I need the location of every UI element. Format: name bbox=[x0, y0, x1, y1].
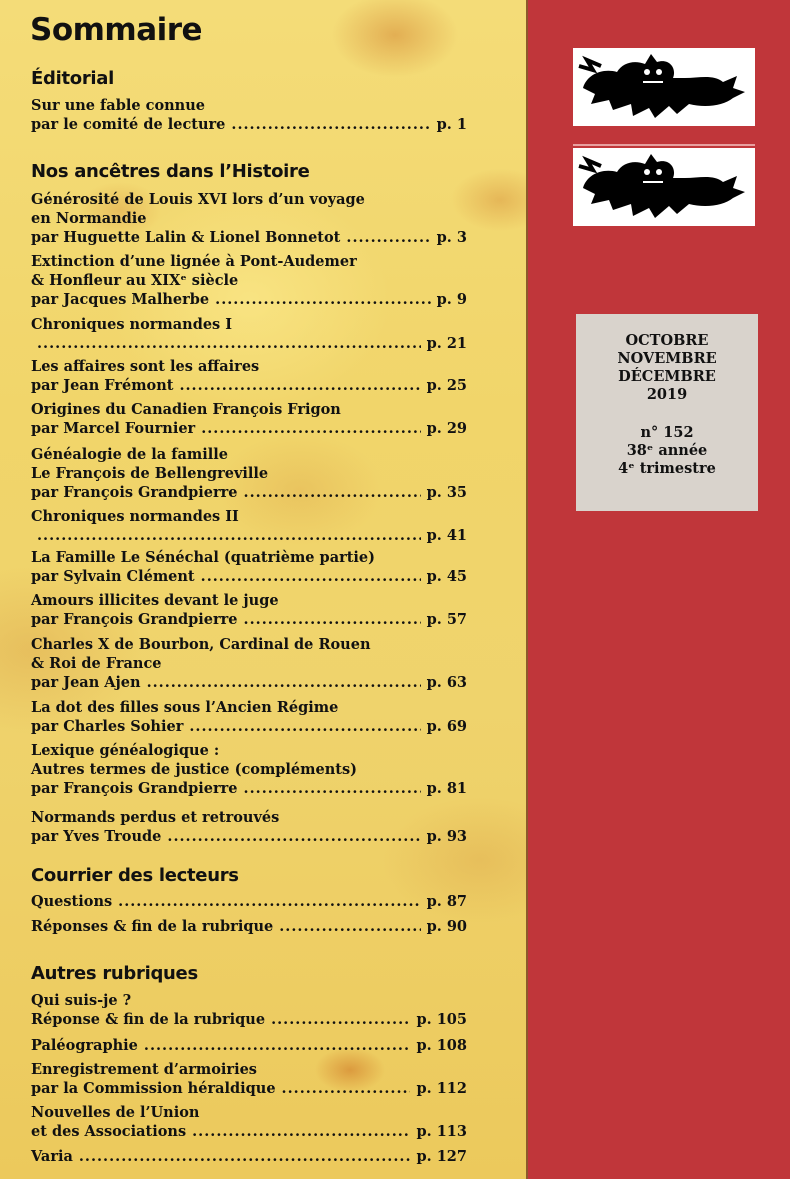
page-number: p. 57 bbox=[426, 611, 467, 628]
dot-leader bbox=[147, 673, 421, 692]
entry-author: Réponse & fin de la rubrique bbox=[31, 1011, 266, 1028]
normandy-flag-icon bbox=[573, 148, 755, 226]
toc-entry-row bbox=[31, 892, 467, 911]
entry-author: par Jean Frémont bbox=[31, 377, 174, 394]
entry-title-line: Extinction d’une lignée à Pont-Audemer bbox=[31, 253, 357, 270]
entry-title-line: Chroniques normandes I bbox=[31, 316, 233, 333]
entry-title-line: Nouvelles de l’Union bbox=[31, 1104, 200, 1121]
year-label: 2019 bbox=[646, 386, 688, 403]
entry-title-line: Générosité de Louis XVI lors d’un voyage bbox=[31, 191, 365, 208]
dot-leader bbox=[144, 1036, 411, 1055]
dot-leader bbox=[201, 419, 420, 438]
entry-author: par Jean Ajen bbox=[31, 674, 141, 691]
issue-number: n° 152 bbox=[640, 424, 694, 441]
page-number: p. 113 bbox=[416, 1123, 467, 1140]
entry-title-line: Enregistrement d’armoiries bbox=[31, 1061, 257, 1078]
entry-title-line: & Honfleur au XIXᵉ siècle bbox=[31, 272, 239, 289]
entry-author: par Huguette Lalin & Lionel Bonnetot bbox=[31, 229, 341, 246]
entry-title-line: La dot des filles sous l’Ancien Régime bbox=[31, 699, 339, 716]
month-label: NOVEMBRE bbox=[617, 350, 717, 367]
page-number: p. 21 bbox=[426, 335, 467, 352]
quarter-label: 4ᵉ trimestre bbox=[618, 460, 716, 477]
toc-entry-row bbox=[31, 483, 467, 502]
dot-leader bbox=[118, 892, 420, 911]
page-number: p. 3 bbox=[436, 229, 467, 246]
toc-entry-row bbox=[31, 1079, 467, 1098]
year-count: 38ᵉ année bbox=[626, 442, 708, 459]
toc-entry-row bbox=[31, 567, 467, 586]
entry-author: par Sylvain Clément bbox=[31, 568, 195, 585]
entry-title-line: Lexique généalogique : bbox=[31, 742, 220, 759]
entry-author: par Charles Sohier bbox=[31, 718, 184, 735]
page-number: p. 25 bbox=[426, 377, 467, 394]
toc-entry-row bbox=[31, 526, 467, 545]
page-number: p. 81 bbox=[426, 780, 467, 797]
flag-divider bbox=[573, 144, 755, 146]
page-number: p. 105 bbox=[416, 1011, 467, 1028]
page-number: p. 29 bbox=[426, 420, 467, 437]
toc-entry-row bbox=[31, 827, 467, 846]
section-heading: Autres rubriques bbox=[31, 963, 198, 984]
page-title: Sommaire bbox=[30, 12, 203, 48]
dot-leader bbox=[189, 717, 420, 736]
entry-title-line: Chroniques normandes II bbox=[31, 508, 239, 525]
dot-leader bbox=[179, 376, 420, 395]
dot-leader bbox=[231, 115, 430, 134]
entry-author: par la Commission héraldique bbox=[31, 1080, 276, 1097]
entry-author: par Yves Troude bbox=[31, 828, 162, 845]
page-number: p. 41 bbox=[426, 527, 467, 544]
toc-entry-row bbox=[31, 673, 467, 692]
normandy-flag-icon bbox=[573, 48, 755, 126]
month-label: OCTOBRE bbox=[625, 332, 709, 349]
page-number: p. 1 bbox=[436, 116, 467, 133]
entry-author: par Marcel Fournier bbox=[31, 420, 196, 437]
section-heading: Courrier des lecteurs bbox=[31, 865, 239, 886]
toc-entry-row bbox=[31, 1036, 467, 1055]
page-number: p. 69 bbox=[426, 718, 467, 735]
toc-entry-row bbox=[31, 419, 467, 438]
entry-author: par François Grandpierre bbox=[31, 484, 238, 501]
toc-entry-row bbox=[31, 334, 467, 353]
entry-title-line: Le François de Bellengreville bbox=[31, 465, 269, 482]
entry-title-line: Les affaires sont les affaires bbox=[31, 358, 260, 375]
cover-sidebar bbox=[528, 0, 790, 1179]
entry-author: Réponses & fin de la rubrique bbox=[31, 918, 274, 935]
toc-entry-row bbox=[31, 610, 467, 629]
entry-author: par François Grandpierre bbox=[31, 611, 238, 628]
dot-leader bbox=[79, 1147, 411, 1166]
toc-entry-row bbox=[31, 376, 467, 395]
page-number: p. 93 bbox=[426, 828, 467, 845]
section-heading: Éditorial bbox=[31, 68, 114, 89]
dot-leader bbox=[37, 526, 421, 545]
page-number: p. 90 bbox=[426, 918, 467, 935]
entry-title-line: Normands perdus et retrouvés bbox=[31, 809, 280, 826]
toc-entry-row bbox=[31, 779, 467, 798]
dot-leader bbox=[271, 1010, 410, 1029]
page-number: p. 87 bbox=[426, 893, 467, 910]
entry-title-line: Qui suis-je ? bbox=[31, 992, 132, 1009]
entry-title-line: Charles X de Bourbon, Cardinal de Rouen bbox=[31, 636, 371, 653]
dot-leader bbox=[167, 827, 420, 846]
entry-author: Varia bbox=[31, 1148, 73, 1165]
entry-author: par Jacques Malherbe bbox=[31, 291, 210, 308]
dot-leader bbox=[201, 567, 421, 586]
page-number: p. 127 bbox=[416, 1148, 467, 1165]
toc-entry-row bbox=[31, 115, 467, 134]
page-number: p. 108 bbox=[416, 1037, 467, 1054]
month-label: DÉCEMBRE bbox=[618, 368, 716, 385]
entry-title-line: Sur une fable connue bbox=[31, 97, 205, 114]
dot-leader bbox=[282, 1079, 411, 1098]
toc-entry-row bbox=[31, 917, 467, 936]
dot-leader bbox=[244, 483, 421, 502]
toc-entry-row bbox=[31, 1147, 467, 1166]
entry-author: par le comité de lecture bbox=[31, 116, 226, 133]
dot-leader bbox=[346, 228, 430, 247]
page-number: p. 63 bbox=[426, 674, 467, 691]
page-number: p. 35 bbox=[426, 484, 467, 501]
toc-entry-row bbox=[31, 717, 467, 736]
toc-entry-row bbox=[31, 1122, 467, 1141]
entry-author: Paléographie bbox=[31, 1037, 138, 1054]
dot-leader bbox=[192, 1122, 410, 1141]
entry-title-line: en Normandie bbox=[31, 210, 147, 227]
dot-leader bbox=[215, 290, 431, 309]
entry-title-line: & Roi de France bbox=[31, 655, 162, 672]
entry-title-line: Amours illicites devant le juge bbox=[31, 592, 279, 609]
entry-author: par François Grandpierre bbox=[31, 780, 238, 797]
section-heading: Nos ancêtres dans l’Histoire bbox=[31, 161, 310, 182]
entry-author: Questions bbox=[31, 893, 113, 910]
entry-author: et des Associations bbox=[31, 1123, 187, 1140]
entry-title-line: Origines du Canadien François Frigon bbox=[31, 401, 341, 418]
page-number: p. 112 bbox=[416, 1080, 467, 1097]
entry-title-line: Généalogie de la famille bbox=[31, 446, 228, 463]
toc-entry-row bbox=[31, 1010, 467, 1029]
toc-entry-row bbox=[31, 290, 467, 309]
dot-leader bbox=[244, 610, 421, 629]
entry-title-line: Autres termes de justice (compléments) bbox=[31, 761, 357, 778]
dot-leader bbox=[244, 779, 421, 798]
entry-title-line: La Famille Le Sénéchal (quatrième partie) bbox=[31, 549, 376, 566]
issue-date-box bbox=[576, 314, 758, 511]
page-number: p. 45 bbox=[426, 568, 467, 585]
dot-leader bbox=[279, 917, 420, 936]
page-number: p. 9 bbox=[436, 291, 467, 308]
dot-leader bbox=[37, 334, 421, 353]
toc-entry-row bbox=[31, 228, 467, 247]
